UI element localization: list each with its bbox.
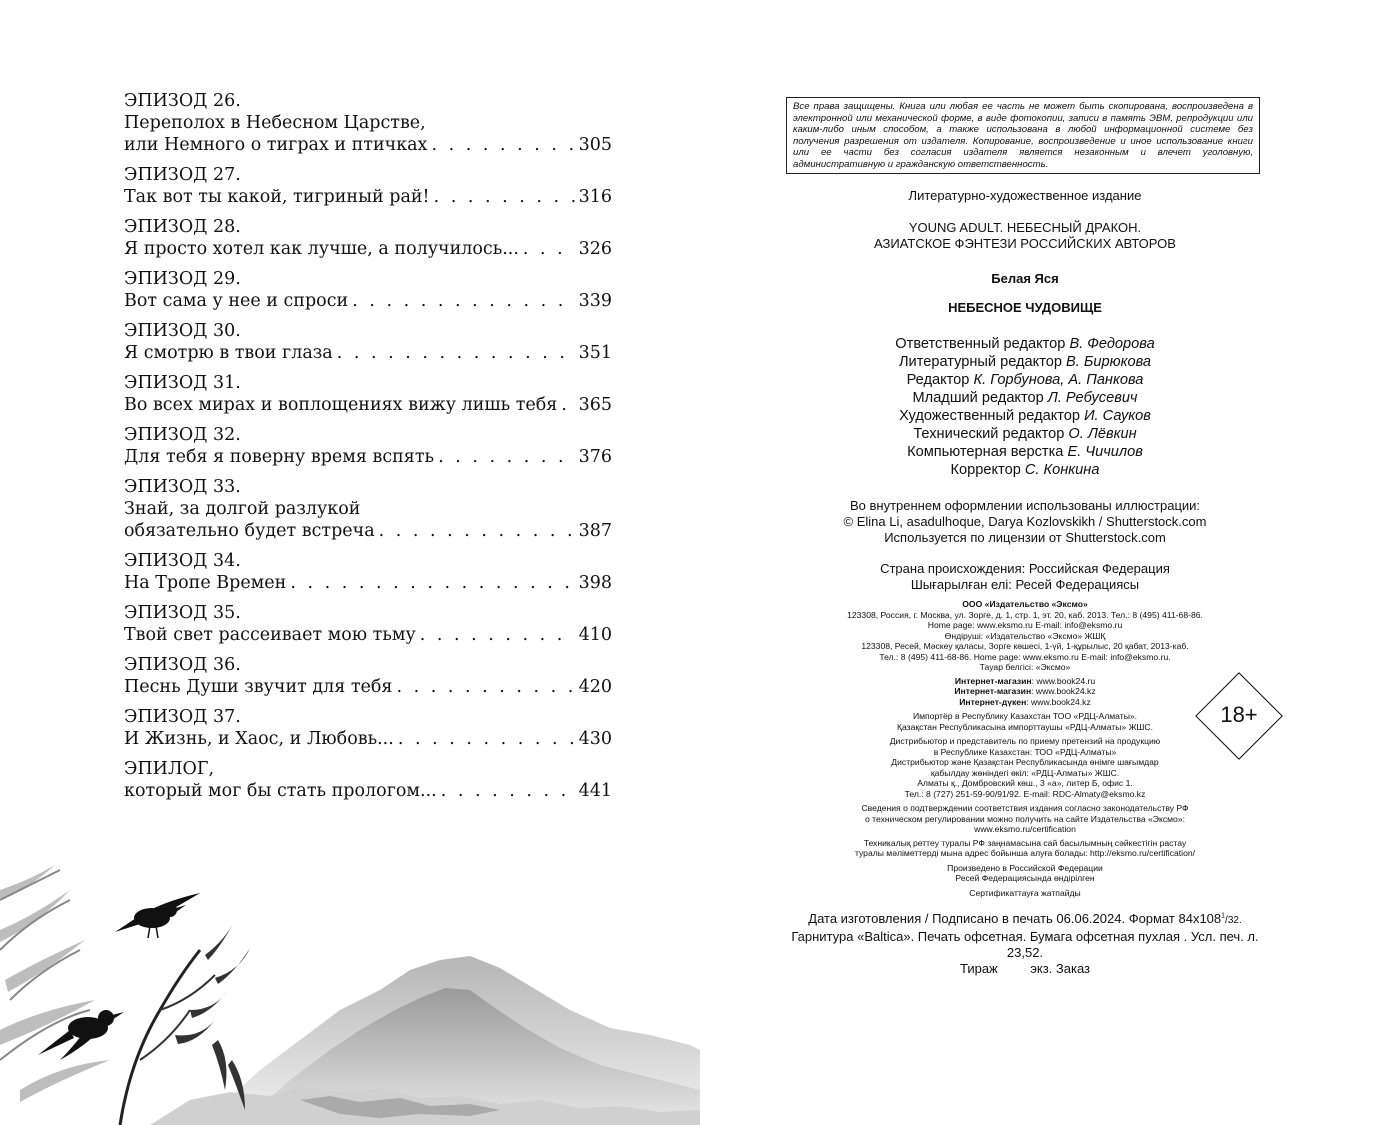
credit-role: Компьютерная верстка — [907, 444, 1064, 460]
toc-page-number: 398 — [578, 573, 612, 593]
print-line-2: Гарнитура «Baltica». Печать офсетная. Бумага офсетная пухлая . Усл. печ. л. 23,52. — [791, 929, 1259, 960]
illustration-line: Во внутреннем оформлении использованы иллюстрации: — [849, 498, 1201, 513]
age-rating: 18+ — [1220, 702, 1258, 727]
importer-line: Тел.: 8 (727) 251-59-90/91/92. E-mail: RDC-Almaty@eksmo.kz — [904, 788, 1146, 799]
credit-role: Ответственный редактор — [895, 336, 1066, 352]
shop-url: : www.book24.kz — [1026, 696, 1091, 707]
toc-entry — [124, 602, 612, 646]
toc-leader-dots — [352, 290, 574, 312]
format-denominator: /32. — [1225, 915, 1242, 926]
toc-page-number: 305 — [578, 135, 612, 155]
credit-line — [780, 353, 1270, 371]
toc-entry — [124, 706, 612, 750]
format-superscript: 1 — [1221, 912, 1226, 920]
shop-label: Интернет-магазин — [954, 675, 1032, 686]
online-shop-line — [780, 676, 1270, 687]
toc-leader-dots — [420, 624, 575, 646]
shop-url: : www.book24.kz — [1031, 686, 1096, 696]
toc-heading: ЭПИЗОД 26. — [124, 91, 241, 111]
toc-leader-dots — [290, 572, 574, 594]
toc-leader-dots — [441, 780, 575, 802]
print-info — [780, 911, 1270, 977]
edition-type: Литературно-художественное издание — [908, 188, 1142, 203]
credit-line — [780, 425, 1270, 443]
online-shop-line — [780, 686, 1270, 697]
series — [780, 220, 1270, 252]
toc-title: Я просто хотел как лучше, а получилось... — [124, 239, 519, 259]
credit-line — [780, 443, 1270, 461]
toc-title: Для тебя я поверну время вспять — [124, 447, 435, 467]
toc-title-line — [124, 446, 612, 468]
toc-heading: ЭПИЗОД 34. — [124, 551, 241, 571]
credit-name: В. Бирюкова — [1066, 354, 1151, 370]
importer-line: Қазақстан Республикасына импорттаушы «РДЦ-Алматы» ЖШС. — [896, 721, 1153, 732]
toc-title: Знай, за долгой разлукой — [124, 499, 361, 519]
country-of-origin — [780, 561, 1270, 593]
toc-entry — [124, 372, 612, 416]
publisher-line: 123308, Ресей, Мәскеу қаласы, Зорге көшесі, 1-үй, 1-құрылыс, 20 қабат, 2013-каб. — [861, 641, 1189, 651]
credit-name: Е. Чичилов — [1067, 444, 1143, 460]
toc-entry — [124, 550, 612, 594]
print-line-3: Тираж экз. Заказ — [959, 961, 1091, 976]
toc-title: Во всех мирах и воплощениях вижу лишь тебя — [124, 395, 558, 415]
toc-leader-dots — [379, 520, 575, 542]
publisher-line: 123308, Россия, г. Москва, ул. Зорге, д. 1, стр. 1, эт. 20, каб. 2013. Тел.: 8 (495) 411-68-86. — [847, 609, 1203, 620]
toc-title-line — [124, 572, 612, 594]
ink-landscape-illustration — [0, 860, 700, 1125]
toc-leader-dots — [438, 446, 575, 468]
toc-title-line — [124, 676, 612, 698]
series-line: АЗИАТСКОЕ ФЭНТЕЗИ РОССИЙСКИХ АВТОРОВ — [874, 236, 1176, 251]
toc-leader-dots — [398, 728, 575, 750]
toc-heading: ЭПИЗОД 33. — [124, 477, 241, 497]
shop-url: : www.book24.ru — [1031, 675, 1096, 686]
shop-label: Интернет-дүкен — [959, 696, 1027, 707]
toc-heading: ЭПИЗОД 36. — [124, 655, 241, 675]
toc-title-line — [124, 186, 612, 208]
toc-page-number: 326 — [578, 239, 612, 259]
toc-entry — [124, 164, 612, 208]
toc-title: обязательно будет встреча — [124, 521, 375, 541]
credits — [780, 335, 1270, 479]
credit-name: С. Конкина — [1024, 462, 1100, 478]
toc-title: И Жизнь, и Хаос, и Любовь... — [124, 729, 394, 749]
toc-entry — [124, 320, 612, 364]
toc-heading: ЭПИЗОД 28. — [124, 217, 241, 237]
importer-line: Дистрибьютор и представитель по приему претензий на продукцию — [889, 736, 1161, 746]
credit-role: Технический редактор — [913, 426, 1065, 442]
toc-page-number: 387 — [578, 521, 612, 541]
toc-entry — [124, 216, 612, 260]
origin-line: Страна происхождения: Российская Федерация — [880, 561, 1170, 576]
credit-role: Младший редактор — [912, 390, 1044, 406]
toc-title: Песнь Души звучит для тебя — [124, 677, 393, 697]
publisher-line: Home page: www.eksmo.ru E-mail: info@eksmo.ru — [927, 620, 1123, 630]
publisher-line: Тауар белгісі: «Эксмо» — [979, 662, 1071, 672]
toc-title: Я смотрю в твои глаза — [124, 343, 333, 363]
toc-page-number: 351 — [578, 343, 612, 363]
publisher-info — [780, 599, 1270, 898]
credit-name: О. Лёвкин — [1068, 426, 1137, 442]
online-shop-line — [780, 697, 1270, 708]
credit-line — [780, 461, 1270, 479]
toc-entry — [124, 758, 612, 802]
credit-line — [780, 371, 1270, 389]
toc-title: Переполох в Небесном Царстве, — [124, 113, 426, 133]
toc-title: или Немного о тиграх и птичках — [124, 135, 428, 155]
toc-leader-dots — [561, 394, 574, 416]
publisher-line: Өндіруші: «Издательство «Эксмо» ЖШҚ — [944, 630, 1106, 641]
author: Белая Яся — [991, 271, 1059, 286]
toc-entry — [124, 476, 612, 542]
credit-line — [780, 407, 1270, 425]
illustration-line: © Elina Li, asadulhoque, Darya Kozlovskikh / Shutterstock.com — [843, 514, 1207, 529]
print-line-1 — [780, 911, 1270, 929]
certification-line: www.eksmo.ru/certification — [974, 824, 1076, 834]
toc-title: который мог бы стать прологом... — [124, 781, 437, 801]
toc-title: Вот сама у нее и спроси — [124, 291, 349, 311]
publisher-name: ООО «Издательство «Эксмо» — [962, 599, 1088, 609]
online-shops — [780, 676, 1270, 708]
publisher-line: Тел.: 8 (495) 411-68-86. Home page: www.eksmo.ru E-mail: info@eksmo.ru. — [879, 651, 1171, 662]
toc-title-line — [124, 498, 612, 520]
toc-title-line — [124, 780, 612, 802]
toc-heading: ЭПИЗОД 30. — [124, 321, 241, 341]
toc-title-line — [124, 520, 612, 542]
toc-entry — [124, 90, 612, 156]
toc-page-number: 430 — [578, 729, 612, 749]
toc-title: На Тропе Времен — [124, 573, 287, 593]
certification-line: Техникалық реттеу туралы РФ заңнамасына сай басылымның сәйкестігін растау — [863, 837, 1187, 848]
produced-line: Произведено в Российской Федерации — [947, 862, 1103, 873]
toc-title-line — [124, 134, 612, 156]
toc-title-line — [124, 728, 612, 750]
toc-page-number: 410 — [578, 625, 612, 645]
credit-name: И. Сауков — [1084, 408, 1151, 424]
toc-page-number: 441 — [578, 781, 612, 801]
shop-label: Интернет-магазин — [954, 686, 1032, 696]
credit-name: К. Горбунова, А. Панкова — [973, 372, 1144, 388]
toc-page-number: 339 — [578, 291, 612, 311]
produced-line: Ресей Федерациясында өндірілген — [955, 873, 1095, 883]
book-title: НЕБЕСНОЕ ЧУДОВИЩЕ — [948, 300, 1102, 315]
toc-page-number: 376 — [578, 447, 612, 467]
origin-line: Шығарылған елі: Ресей Федерациясы — [910, 577, 1140, 592]
toc-entry — [124, 424, 612, 468]
importer-line: Алматы қ., Домбровский көш., 3 «а», литер Б, офис 1. — [917, 778, 1133, 788]
illustration-line: Используется по лицензии от Shutterstock.com — [884, 530, 1166, 545]
credit-name: Л. Ребусевич — [1047, 390, 1138, 406]
toc-leader-dots — [337, 342, 575, 364]
toc-title-line — [124, 394, 612, 416]
bird-upper — [115, 893, 200, 938]
illustration-credits — [780, 498, 1270, 546]
toc-page-number: 365 — [578, 395, 612, 415]
toc-leader-dots — [434, 186, 575, 208]
toc-heading: ЭПИЗОД 32. — [124, 425, 241, 445]
print-date-format: Дата изготовления / Подписано в печать 06.06.2024. Формат 84x108 — [808, 911, 1222, 926]
toc-heading: ЭПИЗОД 29. — [124, 269, 241, 289]
toc-page-number: 420 — [578, 677, 612, 697]
toc-heading: ЭПИЗОД 35. — [124, 603, 241, 623]
toc-title-line — [124, 624, 612, 646]
toc-leader-dots — [396, 676, 574, 698]
toc-leader-dots — [431, 134, 574, 156]
credit-name: В. Федорова — [1069, 336, 1155, 352]
toc-entry — [124, 654, 612, 698]
table-of-contents — [124, 90, 612, 810]
toc-heading: ЭПИЗОД 27. — [124, 165, 241, 185]
series-line: YOUNG ADULT. НЕБЕСНЫЙ ДРАКОН. — [908, 220, 1142, 235]
credit-role: Художественный редактор — [899, 408, 1081, 424]
toc-leader-dots — [523, 238, 575, 260]
rights-notice: Все права защищены. Книга или любая ее часть не может быть скопирована, воспроизведена в электронной или механической форме, в виде фотокопии, записи в память ЭВМ, репродукции или каким-либо иным способом, а также использована в любой информационной системе без получения разрешения от издателя. Копирование, воспроизведение и иное использование книги или ее части без согласия издателя является незаконным и влечет уголовную, административную и гражданскую ответственность. — [786, 97, 1260, 174]
credit-line — [780, 389, 1270, 407]
toc-title-line — [124, 112, 612, 134]
importer-line: қабылдау жөніндегі өкіл: «РДЦ-Алматы» ЖШС. — [930, 767, 1120, 778]
toc-title: Твой свет рассеивает мою тьму — [124, 625, 416, 645]
toc-heading: ЭПИЗОД 37. — [124, 707, 241, 727]
importer-line: в Республике Казахстан: ТОО «РДЦ-Алматы» — [933, 746, 1117, 757]
toc-title-line — [124, 238, 612, 260]
toc-entry — [124, 268, 612, 312]
toc-heading: ЭПИЛОГ, — [124, 759, 215, 779]
credit-role: Редактор — [906, 372, 970, 388]
not-certified: Сертификаттауға жатпайды — [969, 887, 1081, 898]
toc-title-line — [124, 342, 612, 364]
certification-line: о техническом регулировании можно получить на сайте Издательства «Эксмо»: — [865, 813, 1185, 824]
toc-title-line — [124, 290, 612, 312]
certification-line: Сведения о подтверждении соответствия издания согласно законодательству РФ — [861, 803, 1189, 813]
toc-title: Так вот ты какой, тигриный рай! — [124, 187, 430, 207]
importer-line: Импортёр в Республику Казахстан ТОО «РДЦ-Алматы». — [912, 711, 1138, 721]
credit-line — [780, 335, 1270, 353]
importer-line: Дистрибьютор және Қазақстан Республикасында өнімге шағымдар — [891, 757, 1159, 767]
credit-role: Литературный редактор — [898, 354, 1062, 370]
toc-page-number: 316 — [578, 187, 612, 207]
certification-line: туралы мәліметтерді мына адрес бойынша алуға болады: http://eksmo.ru/certification/ — [854, 848, 1196, 858]
credit-role: Корректор — [950, 462, 1021, 478]
toc-heading: ЭПИЗОД 31. — [124, 373, 241, 393]
